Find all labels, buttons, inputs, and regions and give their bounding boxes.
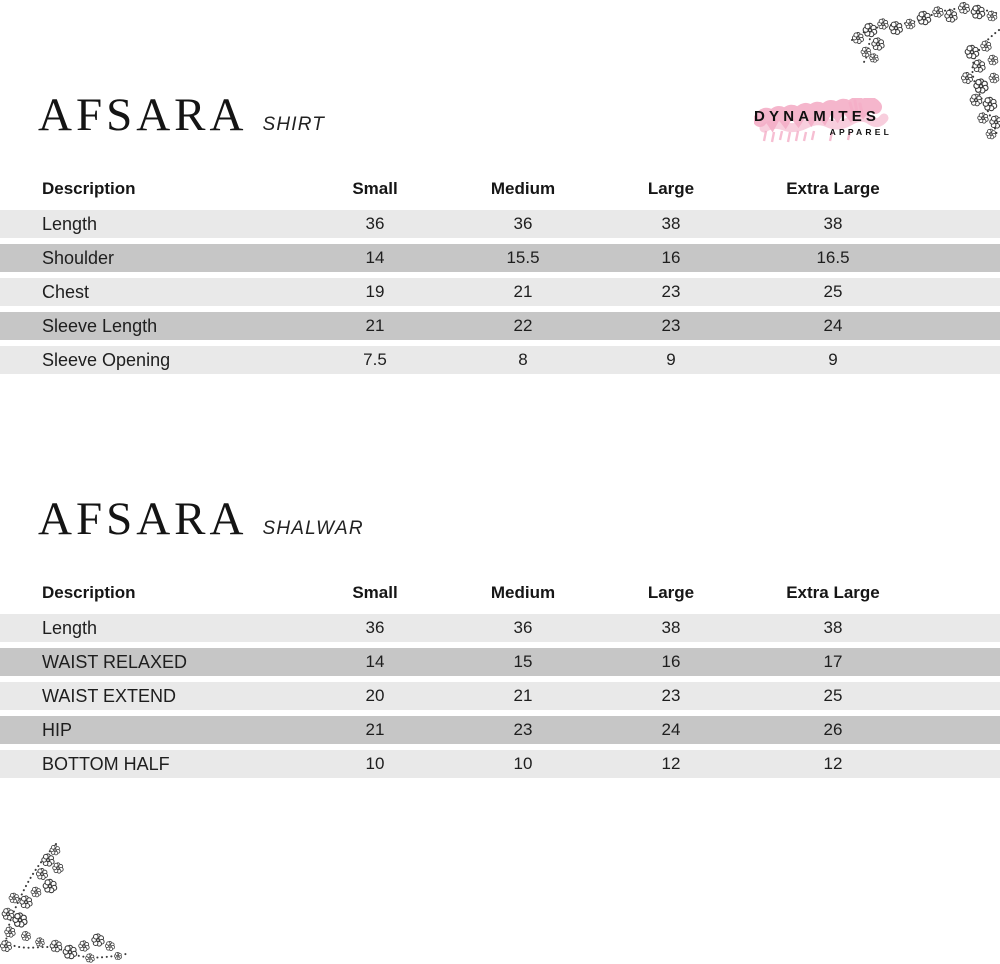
row-spacer [921, 750, 1000, 778]
size-value: 19 [301, 278, 449, 306]
brand-logo [754, 98, 894, 144]
brand-subtitle: APPAREL [829, 127, 892, 137]
size-value: 21 [449, 278, 597, 306]
size-value: 10 [301, 750, 449, 778]
row-spacer [921, 346, 1000, 374]
col-header-description: Description [42, 583, 136, 602]
measurement-label: WAIST RELAXED [0, 648, 301, 676]
size-value: 25 [745, 278, 921, 306]
table-row [0, 278, 1000, 306]
size-value: 12 [597, 750, 745, 778]
size-value: 16.5 [745, 244, 921, 272]
size-value: 15.5 [449, 244, 597, 272]
size-value: 16 [597, 648, 745, 676]
table-row [0, 312, 1000, 340]
size-value: 25 [745, 682, 921, 710]
shalwar-section-title [38, 493, 364, 545]
size-value: 22 [449, 312, 597, 340]
size-value: 12 [745, 750, 921, 778]
table-row [0, 750, 1000, 778]
col-header-small: Small [352, 179, 398, 198]
garment-type-label: SHIRT [262, 114, 326, 135]
collection-name: AFSARA [38, 89, 248, 141]
row-spacer [921, 278, 1000, 306]
row-spacer [921, 648, 1000, 676]
size-value: 23 [597, 312, 745, 340]
col-header-description: Description [42, 179, 136, 198]
size-value: 14 [301, 244, 449, 272]
table-row [0, 244, 1000, 272]
size-value: 38 [597, 614, 745, 642]
measurement-label: WAIST EXTEND [0, 682, 301, 710]
row-spacer [921, 244, 1000, 272]
brand-name: DYNAMITES [754, 108, 881, 125]
size-value: 38 [745, 210, 921, 238]
measurement-label: BOTTOM HALF [0, 750, 301, 778]
size-value: 21 [301, 716, 449, 744]
size-value: 24 [597, 716, 745, 744]
size-value: 24 [745, 312, 921, 340]
col-header-medium: Medium [490, 583, 556, 602]
size-value: 21 [301, 312, 449, 340]
col-header-small: Small [352, 583, 398, 602]
size-value: 23 [597, 682, 745, 710]
measurement-label: HIP [0, 716, 301, 744]
col-header-medium: Medium [490, 179, 556, 198]
measurement-label: Sleeve Length [0, 312, 301, 340]
shalwar-size-table [0, 572, 1000, 784]
row-spacer [921, 716, 1000, 744]
size-value: 36 [449, 614, 597, 642]
row-spacer [921, 614, 1000, 642]
size-value: 26 [745, 716, 921, 744]
col-header-large: Large [647, 583, 695, 602]
table-row [0, 682, 1000, 710]
size-value: 17 [745, 648, 921, 676]
garment-type-label: SHALWAR [262, 518, 364, 539]
col-header-spacer [921, 578, 1000, 608]
size-value: 38 [745, 614, 921, 642]
measurement-label: Length [0, 210, 301, 238]
size-value: 14 [301, 648, 449, 676]
size-value: 36 [449, 210, 597, 238]
size-value: 16 [597, 244, 745, 272]
size-value: 23 [597, 278, 745, 306]
size-value: 36 [301, 614, 449, 642]
shirt-size-table [0, 168, 1000, 380]
col-header-spacer [921, 174, 1000, 204]
size-value: 38 [597, 210, 745, 238]
table-row [0, 346, 1000, 374]
table-row [0, 614, 1000, 642]
table-header-row [0, 578, 1000, 608]
row-spacer [921, 312, 1000, 340]
size-value: 36 [301, 210, 449, 238]
size-value: 20 [301, 682, 449, 710]
row-spacer [921, 682, 1000, 710]
size-value: 7.5 [301, 346, 449, 374]
size-value: 9 [597, 346, 745, 374]
table-row [0, 210, 1000, 238]
size-value: 8 [449, 346, 597, 374]
blossom-decor-bottom-left-icon [0, 842, 130, 964]
collection-name: AFSARA [38, 493, 248, 545]
col-header-extra-large: Extra Large [786, 583, 880, 602]
size-value: 9 [745, 346, 921, 374]
measurement-label: Shoulder [0, 244, 301, 272]
row-spacer [921, 210, 1000, 238]
size-value: 15 [449, 648, 597, 676]
size-value: 10 [449, 750, 597, 778]
shirt-section-title [38, 89, 326, 141]
measurement-label: Sleeve Opening [0, 346, 301, 374]
col-header-large: Large [647, 179, 695, 198]
table-row [0, 648, 1000, 676]
table-row [0, 716, 1000, 744]
size-value: 21 [449, 682, 597, 710]
col-header-extra-large: Extra Large [786, 179, 880, 198]
table-header-row [0, 174, 1000, 204]
size-value: 23 [449, 716, 597, 744]
measurement-label: Length [0, 614, 301, 642]
measurement-label: Chest [0, 278, 301, 306]
